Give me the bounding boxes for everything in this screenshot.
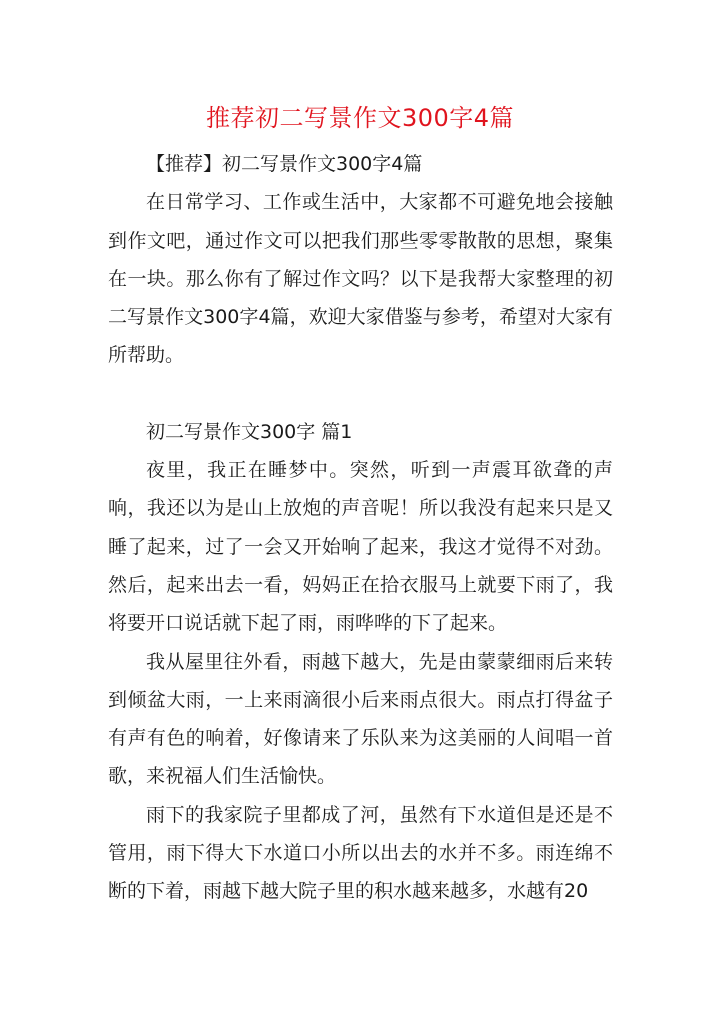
document-title: 推荐初二写景作文300字4篇 bbox=[205, 104, 515, 132]
body-paragraph: 我从屋里往外看，雨越下越大，先是由蒙蒙细雨后来转到倾盆大雨，一上来雨滴很小后来雨点很大。雨点打得盆子有声有色的响着，好像请来了乐队来为这美丽的人间唱一首歌，来祝福人们生活愉快。 bbox=[108, 650, 613, 788]
document-body bbox=[108, 145, 613, 911]
section-heading: 初二写景作文300字 篇1 bbox=[146, 420, 353, 443]
body-paragraph: 雨下的我家院子里都成了河，虽然有下水道但是还是不管用，雨下得大下水道口小所以出去的水并不多。雨连绵不断的下着，雨越下越大院子里的积水越来越多，水越有20 bbox=[108, 803, 613, 903]
intro-heading: 【推荐】初二写景作文300字4篇 bbox=[146, 153, 423, 175]
intro-paragraph: 在日常学习、工作或生活中，大家都不可避免地会接触到作文吧，通过作文可以把我们那些零零散散的思想，聚集在一块。那么你有了解过作文吗？以下是我帮大家整理的初二写景作文300字4篇，欢迎大家借鉴与参考，希望对大家有所帮助。 bbox=[108, 191, 613, 367]
body-paragraph: 夜里，我正在睡梦中。突然，听到一声震耳欲聋的声响，我还以为是山上放炮的声音呢！所以我没有起来只是又睡了起来，过了一会又开始响了起来，我这才觉得不对劲。然后，起来出去一看，妈妈正在拾衣服马上就要下雨了，我将要开口说话就下起了雨，雨哗哗的下了起来。 bbox=[108, 459, 613, 635]
